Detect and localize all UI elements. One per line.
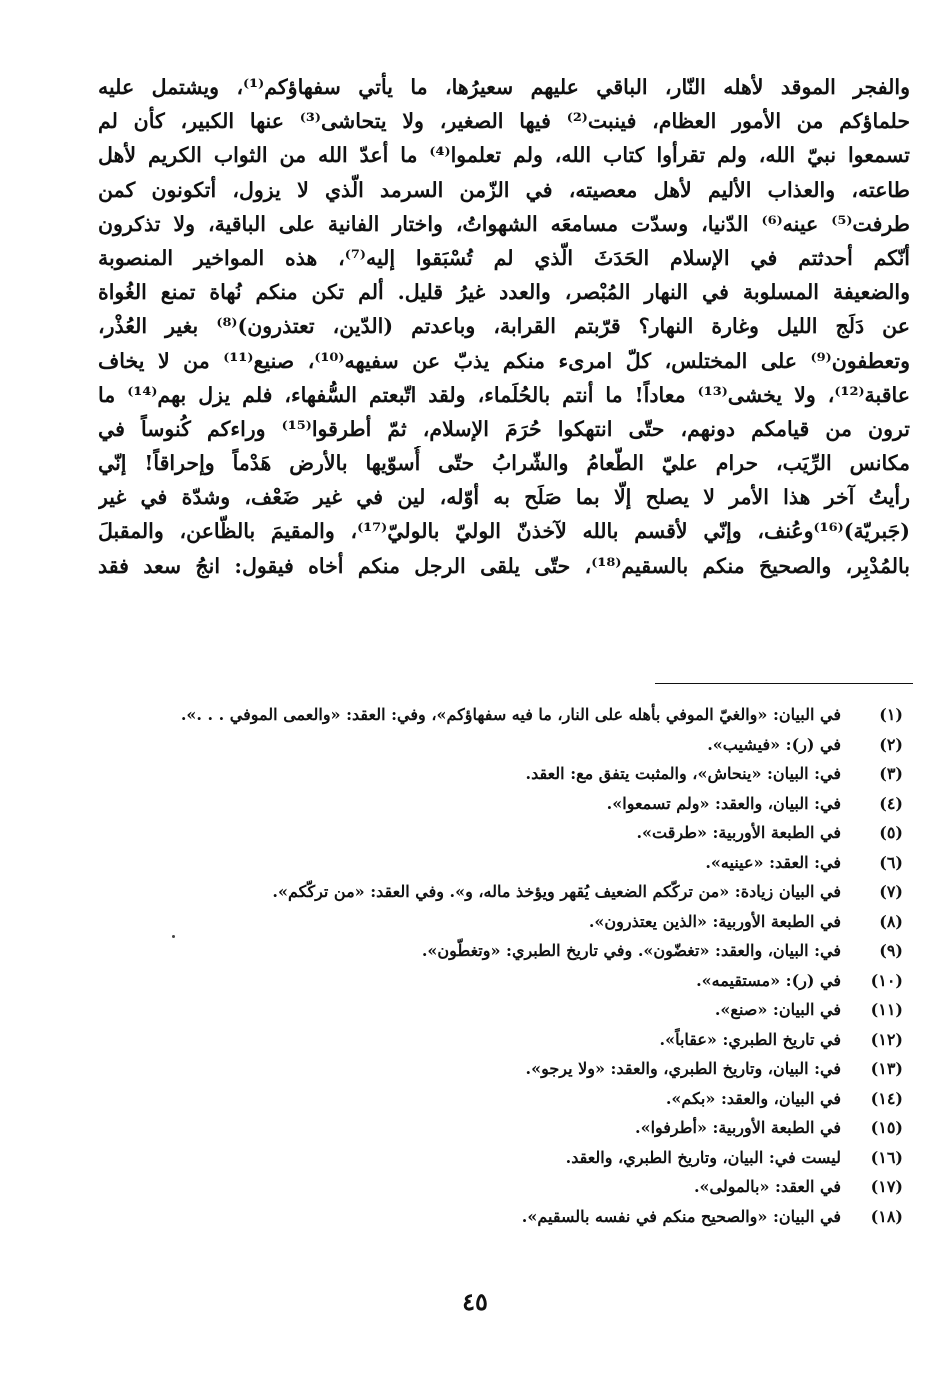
footnote-item: [80, 1113, 903, 1143]
footnote-number: (١٥): [870, 1118, 903, 1137]
footnote-item: [80, 966, 903, 996]
footnote-text: في تاريخ الطبري: «عقاباً».: [659, 1029, 841, 1049]
footnote-item: [80, 995, 903, 1025]
footnote-item: [80, 936, 903, 966]
footnote-item: [80, 818, 903, 848]
footnote-item: [80, 907, 903, 937]
footnote-text: في البيان: «والغيّ الموفي بأهله على النار، ما فيه سفهاؤكم»، وفي: العقد: «والعمى الموفي . . .».: [180, 705, 841, 724]
footnote-text: في (ر): «مستقيمه».: [696, 970, 841, 990]
footnote-item: [80, 1025, 903, 1055]
footnote-text: في: البيان: «ينحاش»، والمثبت يتفق مع: العقد.: [525, 764, 841, 783]
footnote-number: (٩): [879, 941, 903, 960]
footnote-text: في: العقد: «عينيه».: [705, 852, 841, 872]
page-number: ٤٥: [462, 1287, 488, 1316]
footnote-text: في: البيان، والعقد: «ولم تسمعوا».: [606, 793, 841, 813]
footnote-text: في الطبعة الأوربية: «الذين يعتذرون».: [588, 911, 841, 931]
footnote-text: في البيان، والعقد: «بكم».: [665, 1088, 841, 1108]
footnote-text: في الطبعة الأوربية: «طرقت».: [636, 823, 841, 842]
main-text-line: حلماؤكم من الأمور العظام، فينبت⁽²⁾ فيها الصغير، ولا يتحاشى⁽³⁾ عنها الكبير، كأن لم: [98, 109, 910, 134]
main-text-line: تسمعوا نبيّ الله، ولم تقرأوا كتاب الله، ولم تعلموا⁽⁴⁾ ما أعدّ الله من الثواب الكريم لأهل: [98, 143, 910, 168]
footnote-number: (١): [879, 705, 903, 724]
footnote-item: [80, 1172, 903, 1202]
footnote-number: (١٤): [870, 1088, 903, 1108]
footnote-number: (٤): [879, 793, 903, 813]
footnote-number: (١٣): [870, 1059, 903, 1078]
footnote-item: [80, 700, 903, 730]
footnote-number: (١٧): [870, 1177, 903, 1196]
footnote-item: [80, 1202, 903, 1232]
main-text-line: عن دَلَج الليل وغارة النهار؟ قرّبتم القرابة، وباعدتم (الدّين، تعتذرون)⁽⁸⁾ بغير العُذْر،: [98, 314, 910, 339]
footnote-number: (٧): [879, 882, 903, 901]
footnote-text: في البيان زيادة: «من تركّكم الضعيف يُقهر ويؤخذ ماله، و». وفي العقد: «من تركّكم».: [272, 882, 841, 901]
footnote-number: (١٠): [870, 970, 903, 990]
main-text-line: (جَبريّة)⁽¹⁶⁾وعُنف، وإنّي لأقسم بالله لآخذنّ الوليّ بالوليّ⁽¹⁷⁾، والمقيمَ بالظّاعن، والمقبلَ: [98, 519, 910, 544]
main-text-line: والضعيفة المسلوبة في النهار المُبْصر، والعدد غيرُ قليل. ألم تكن منكم نُهاة تمنع الغُواة: [98, 280, 910, 305]
footnote-divider: [655, 683, 913, 684]
footnote-text: ليست في: البيان، وتاريخ الطبري، والعقد.: [565, 1147, 841, 1167]
main-text-line: والفجر الموقد لأهله النّار، الباقي عليهم سعيرُها، ما يأتي سفهاؤكم⁽¹⁾، ويشتمل عليه: [98, 75, 910, 99]
footnotes-list: [80, 700, 903, 1231]
footnote-number: (٨): [879, 911, 903, 931]
footnote-item: [80, 730, 903, 760]
footnote-number: (٢): [879, 734, 903, 754]
footnote-item: [80, 789, 903, 819]
footnote-item: [80, 1143, 903, 1173]
main-text-block: [98, 70, 910, 583]
main-text-line: طاعته، والعذاب الأليم لأهل معصيته، في الزّمن السرمد الّذي لا يزول، أتكونون كمن: [98, 177, 910, 202]
footnote-number: (١٨): [870, 1206, 903, 1226]
footnote-text: في: البيان، والعقد: «تغضّون». وفي تاريخ الطبري: «وتغطّون».: [421, 941, 841, 960]
main-text-line: أنّكم أحدثتم في الإسلام الحَدَثَ الّذي لم تُسْبَقوا إليه⁽⁷⁾، هذه المواخير المنصوبة: [98, 245, 910, 270]
footnote-item: [80, 1084, 903, 1114]
footnote-number: (١١): [870, 1000, 903, 1019]
scan-speck: [172, 935, 175, 938]
main-text-line: بالمُدْبِر، والصحيحَ منكم بالسقيم⁽¹⁸⁾، حتّى يلقى الرجل منكم أخاه فيقول: انجُ سعد فقد: [98, 553, 910, 578]
footnote-number: (٦): [879, 852, 903, 872]
main-text-line: عاقبة⁽¹²⁾، ولا يخشى⁽¹³⁾ معاداً! ما أنتم بالحُلَماء، ولقد اتّبعتم السُّفهاء، فلم يزل بهم⁽¹⁴⁾ ما: [98, 382, 910, 407]
main-text-line: وتعطفون⁽⁹⁾ على المختلس، كلّ امرىء منكم يذبّ عن سفيهه⁽¹⁰⁾، صنيع⁽¹¹⁾ من لا يخاف: [98, 348, 910, 373]
main-text-line: ترون من قيامكم دونهم، حتّى انتهكوا حُرَمَ الإسلام، ثمّ أطرقوا⁽¹⁵⁾ وراءكم كُنوساً في: [98, 416, 910, 441]
footnote-number: (٥): [879, 823, 903, 842]
main-text-line: مكانس الرِّيَب، حرام عليّ الطّعامُ والشّرابُ حتّى أُسوّيها بالأرض هَدْماً وإحراقاً! إنّي: [98, 451, 910, 476]
footnote-text: في: البيان، وتاريخ الطبري، والعقد: «ولا يرجو».: [525, 1059, 841, 1078]
footnote-text: في العقد: «بالمولى».: [693, 1177, 841, 1196]
footnote-number: (١٢): [870, 1029, 903, 1049]
footnote-text: في (ر): «فيشيب».: [707, 734, 841, 754]
footnote-number: (١٦): [870, 1147, 903, 1167]
footnote-item: [80, 759, 903, 789]
footnote-item: [80, 877, 903, 907]
footnote-text: في البيان: «صنع».: [714, 1000, 841, 1019]
footnote-item: [80, 1054, 903, 1084]
footnote-text: في البيان: «والصحيح منكم في نفسه بالسقيم».: [521, 1206, 841, 1226]
footnote-text: في الطبعة الأوربية: «أطرفوا».: [635, 1118, 841, 1137]
main-text-line: رأيتُ آخر هذا الأمر لا يصلح إلّا بما صَلَح به أوّله، لين في غير ضَعْف، وشدّة في غير: [98, 485, 910, 510]
footnote-item: [80, 848, 903, 878]
footnote-number: (٣): [879, 764, 903, 783]
main-text-line: طرفت⁽⁵⁾ عينه⁽⁶⁾ الدّنيا، وسدّت مسامعَه الشهواتُ، واختار الفانية على الباقية، ولا تذكرون: [98, 211, 910, 236]
